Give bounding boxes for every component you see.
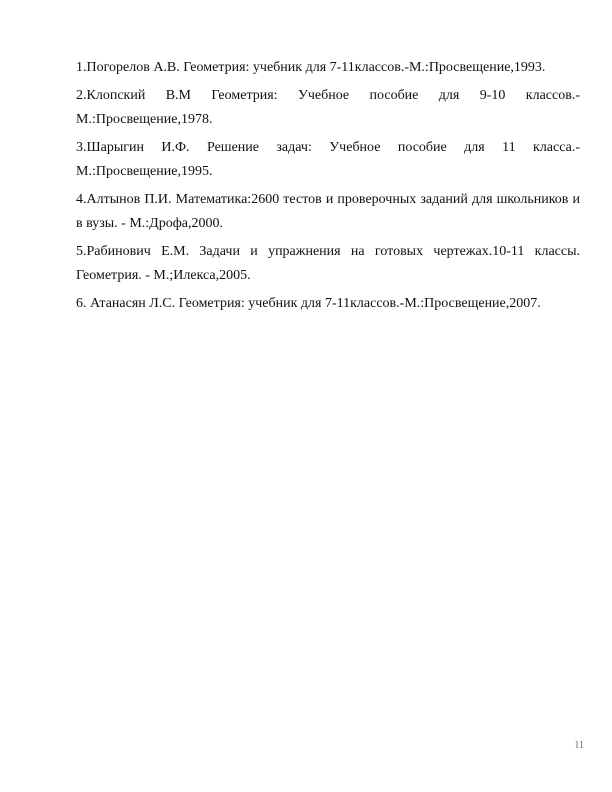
reference-item-1: 1.Погорелов А.В. Геометрия: учебник для 7-11классов.-М.:Просвещение,1993. — [76, 60, 546, 75]
page-number: 11 — [574, 740, 584, 751]
reference-item-6: 6. Атанасян Л.С. Геометрия: учебник для 7-11классов.-М.:Просвещение,2007. — [76, 295, 541, 311]
reference-list — [76, 56, 580, 319]
reference-item-5: 5.Рабинович Е.М. Задачи и упражнения на готовых чертежах.10-11 классы. Геометрия. - М.;Илекса,2005. — [76, 243, 580, 283]
reference-item-3: 3.Шарыгин И.Ф. Решение задач: Учебное пособие для 11 класса.-М.:Просвещение,1995. — [76, 139, 580, 179]
reference-item-4: 4.Алтынов П.И. Математика:2600 тестов и проверочных заданий для школьников и в вузы. - М.:Дрофа,2000. — [76, 191, 580, 231]
reference-item-2: 2.Клопский В.М Геометрия: Учебное пособие для 9-10 классов.-М.:Просвещение,1978. — [76, 87, 580, 127]
